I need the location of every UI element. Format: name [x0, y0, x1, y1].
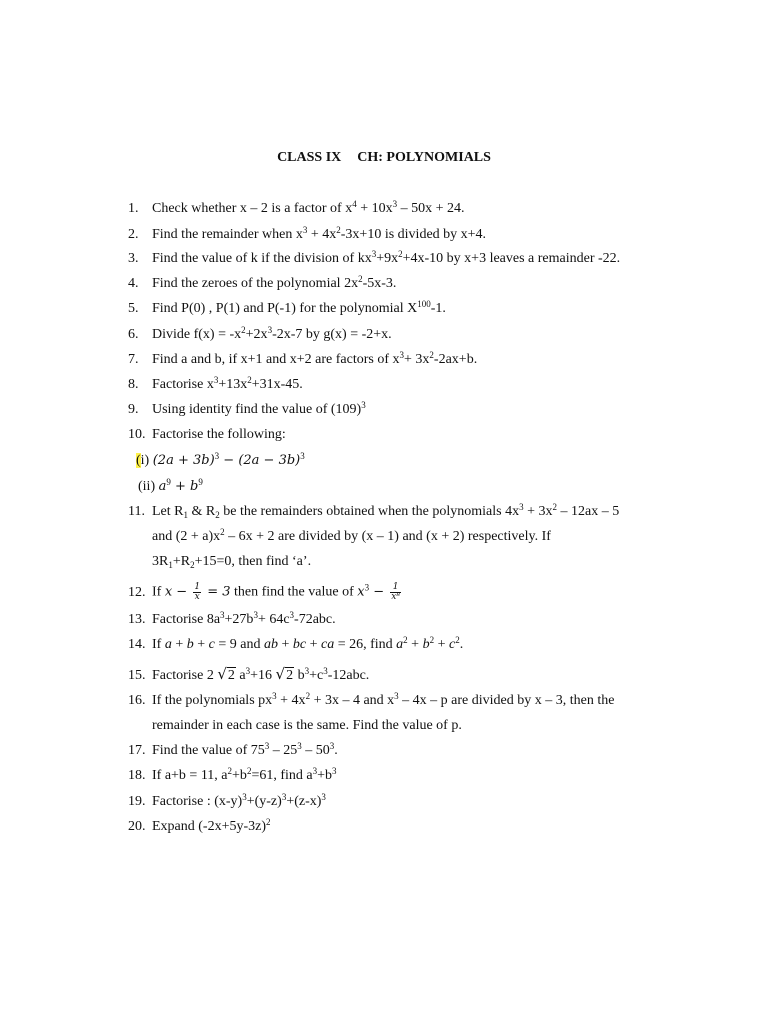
question-10-part-ii: (ii) $a^9 + b^9$	[138, 477, 203, 494]
question-5: 5. Find P(0) , P(1) and P(-1) for the polynomial $X^{100}-1$.	[128, 299, 446, 316]
sqrt-symbol: √	[217, 665, 227, 683]
highlight-mark: (	[136, 453, 141, 468]
question-14: 14. If a + b + c = 9 and ab + bc + ca = 26, find $a^2 + b^2 + c^2$.	[128, 635, 464, 652]
question-11: 11. Let $R_1$ & $R_2$ be the remainders obtained when the polynomials $4x^3 + 3x^2 - 12ax - 5$	[128, 502, 620, 520]
question-1: 1. Check whether x – 2 is a factor of $x^4 + 10x^3 - 50x + 24$.	[128, 199, 465, 216]
question-19: 19. Factorise : $(x-y)^3+(y-z)^3+(z-x)^3$	[128, 792, 326, 809]
question-10-part-i: (i) $(2a + 3b)^3 - (2a - 3b)^3$	[136, 451, 305, 468]
question-20: 20. Expand $(-2x+5y-3z)^2$	[128, 817, 271, 834]
question-3: 3. Find the value of k if the division of $kx^3+9x^2+4x-10$ by x+3 leaves a remainder -22.	[128, 249, 621, 266]
question-17: 17. Find the value of $75^3 - 25^3 - 50^3$.	[128, 741, 338, 758]
question-15: 15. Factorise 2 √2 $a^3+16$ √2 $b^3+c^3-12abc$.	[128, 665, 370, 683]
question-18: 18. If a+b = 11, $a^2+b^2=61$, find $a^3+b^3$	[128, 766, 337, 783]
question-2: 2. Find the remainder when $x^3 + 4x^2-3x+10$ is divided by x+4.	[128, 225, 487, 242]
question-10: 10. Factorise the following:	[128, 427, 286, 442]
fraction-1-over-x: $\frac{1}{x}$	[194, 582, 201, 602]
question-8: 8. Factorise $x^3+13x^2+31x-45$.	[128, 375, 303, 392]
question-16: 16. If the polynomials $px^3 + 4x^2 + 3x - 4$ and $x^3 - 4x$ – p are divided by x – 3, then the	[128, 691, 615, 708]
class-label: CLASS IX	[277, 150, 342, 165]
question-11-line-2: and $(2 + a)x^2 - 6x + 2$ are divided by (x – 1) and (x + 2) respectively. If	[152, 527, 551, 544]
question-11-line-3: $3R_1+R_2+15=0$, then find ‘a’.	[152, 554, 312, 570]
question-7: 7. Find a and b, if x+1 and x+2 are factors of $x^3+ 3x^2-2ax+b$.	[128, 350, 478, 367]
question-9: 9. Using identity find the value of $(109)^3$	[128, 400, 366, 417]
question-4: 4. Find the zeroes of the polynomial $2x^2-5x-3$.	[128, 274, 397, 291]
question-13: 13. Factorise $8a^3+27b^3+ 64c^3-72abc$.	[128, 610, 336, 627]
fraction-1-over-x8: $\frac{1}{\text{x⁸}}$	[391, 582, 400, 602]
sqrt-symbol: √	[275, 665, 286, 683]
chapter-label: CH: POLYNOMIALS	[357, 150, 491, 165]
page-title	[0, 150, 768, 166]
question-6: 6. Divide $f(x) = -x^2+2x^3-2x-7$ by g(x) = -2+x.	[128, 325, 392, 342]
question-12: 12. If x − $\frac{1}{x}$ = 3 then find the value of $x^3$ − $\frac{1}{\text{x⁸}}$	[128, 582, 400, 602]
question-16-line-2: remainder in each case is the same. Find the value of p.	[152, 718, 462, 733]
